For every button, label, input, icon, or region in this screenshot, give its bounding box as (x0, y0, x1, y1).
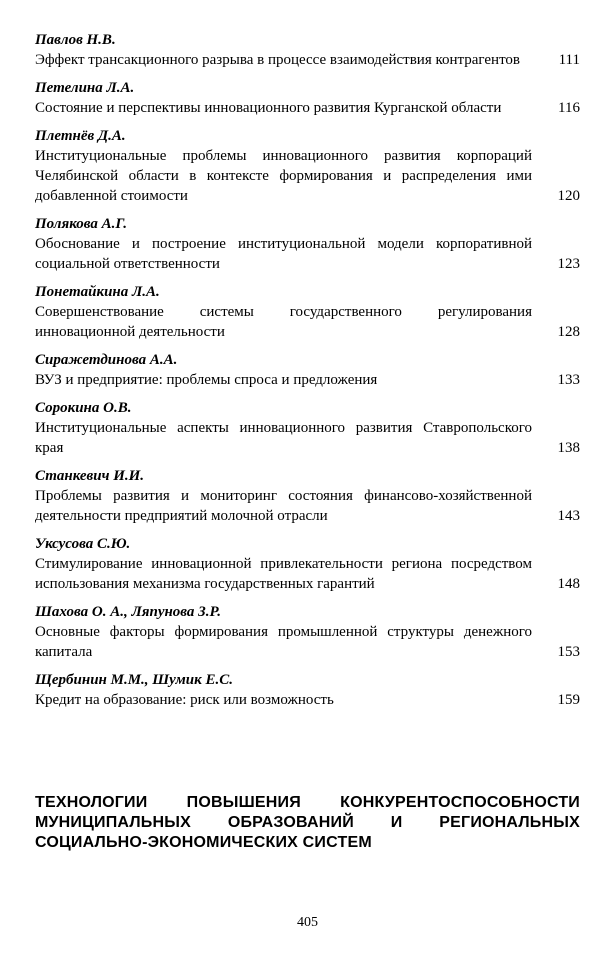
entry-author: Полякова А.Г. (35, 216, 128, 232)
toc-entry (35, 350, 580, 390)
toc-entry (35, 78, 580, 118)
entry-title: Состояние и перспективы инновационного развития Курганской области (35, 100, 502, 116)
entry-title: Совершенствование системы государственного регулирования инновационной деятельности (35, 304, 532, 340)
entry-title: Эффект трансакционного разрыва в процессе взаимодействия контрагентов (35, 52, 521, 68)
entry-author: Сиражетдинова А.А. (35, 352, 178, 368)
toc-entry (35, 214, 580, 274)
entry-page-number: 120 (557, 188, 580, 204)
entry-page-number: 143 (557, 508, 580, 524)
entry-page-number: 123 (557, 256, 580, 272)
entry-title: Институциональные проблемы инновационного развития корпораций Челябинской области в контексте формирования и распределения ими добавленной стоимости (35, 148, 532, 204)
entry-title-row (35, 234, 580, 274)
entry-title: Проблемы развития и мониторинг состояния финансово-хозяйственной деятельности предприятий молочной отрасли (35, 488, 532, 524)
entry-author: Уксусова С.Ю. (35, 536, 131, 552)
toc-entry (35, 670, 580, 710)
entry-page-number: 159 (557, 692, 580, 708)
entry-title-row (35, 302, 580, 342)
entry-title-row (35, 690, 580, 710)
entry-author: Плетнёв Д.А. (35, 128, 126, 144)
toc-entry (35, 602, 580, 662)
entry-page-number: 116 (558, 100, 580, 116)
entry-title: Институциональные аспекты инновационного развития Ставропольского края (35, 420, 532, 456)
toc-entry (35, 466, 580, 526)
entry-page-number: 128 (557, 324, 580, 340)
entry-author: Станкевич И.И. (35, 468, 145, 484)
section-heading: ТЕХНОЛОГИИ ПОВЫШЕНИЯ КОНКУРЕНТОСПОСОБНОСТИ МУНИЦИПАЛЬНЫХ ОБРАЗОВАНИЙ И РЕГИОНАЛЬНЫХ СОЦИАЛЬНО-ЭКОНОМИЧЕСКИХ СИСТЕМ (35, 794, 580, 851)
toc-entry (35, 398, 580, 458)
entry-author: Шахова О. А., Ляпунова З.Р. (35, 604, 221, 620)
toc-entry (35, 282, 580, 342)
entry-page-number: 148 (557, 576, 580, 592)
entry-author: Павлов Н.В. (35, 32, 116, 48)
entry-page-number: 111 (558, 52, 580, 68)
entry-title-row (35, 554, 580, 594)
page-number: 405 (297, 915, 318, 930)
toc-entry (35, 534, 580, 594)
entry-title-row (35, 98, 580, 118)
entry-author: Понетайкина Л.А. (35, 284, 160, 300)
entry-title: Основные факторы формирования промышленной структуры денежного капитала (35, 624, 532, 660)
toc-entry (35, 30, 580, 70)
entry-title-row (35, 418, 580, 458)
entry-author: Петелина Л.А. (35, 80, 135, 96)
entry-title-row (35, 622, 580, 662)
entry-title-row (35, 370, 580, 390)
entry-page-number: 138 (557, 440, 580, 456)
entry-title-row (35, 146, 580, 206)
entry-title-row (35, 486, 580, 526)
entry-author: Щербинин М.М., Шумик Е.С. (35, 672, 233, 688)
entry-title-row (35, 50, 580, 70)
toc-entry (35, 126, 580, 206)
toc-entries (35, 30, 580, 718)
entry-title: Обоснование и построение институциональной модели корпоративной социальной ответственности (35, 236, 532, 272)
entry-title: Стимулирование инновационной привлекательности региона посредством использования механизма государственных гарантий (35, 556, 532, 592)
entry-author: Сорокина О.В. (35, 400, 132, 416)
entry-title: Кредит на образование: риск или возможность (35, 692, 334, 708)
entry-title: ВУЗ и предприятие: проблемы спроса и предложения (35, 372, 378, 388)
entry-page-number: 133 (557, 372, 580, 388)
entry-page-number: 153 (557, 644, 580, 660)
